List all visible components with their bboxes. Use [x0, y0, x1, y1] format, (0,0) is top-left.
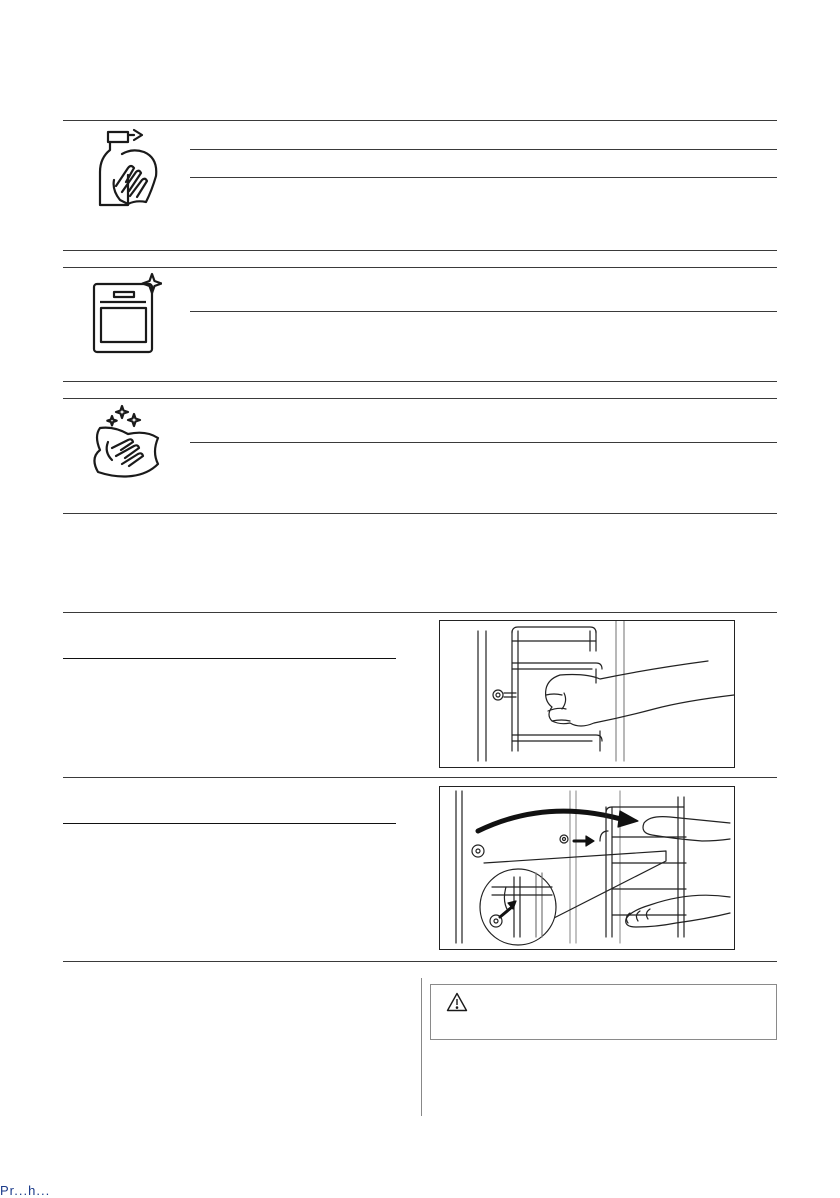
table-rule: [190, 442, 777, 443]
table-rule: [63, 513, 777, 514]
oven-sparkle-icon: [92, 272, 162, 356]
spray-and-cloth-icon: [92, 126, 162, 210]
shelf-support-removal-figure: [439, 620, 735, 768]
section-rule: [63, 777, 777, 778]
cloth-sparkle-icon: [82, 404, 166, 482]
cropped-footer-text: Pr...h...: [0, 1183, 51, 1198]
section-rule: [63, 612, 777, 613]
step-underline: [63, 658, 396, 659]
warning-box: [430, 984, 777, 1040]
table-rule: [190, 177, 777, 178]
table-rule: [63, 267, 777, 268]
table-rule: [63, 398, 777, 399]
warning-triangle-icon: [446, 992, 468, 1012]
table-rule: [63, 120, 777, 121]
column-divider: [421, 978, 422, 1116]
table-rule: [190, 149, 777, 150]
table-rule: [63, 250, 777, 251]
table-rule: [190, 311, 777, 312]
table-rule: [63, 381, 777, 382]
shelf-support-install-figure: [439, 786, 735, 950]
section-rule: [63, 961, 777, 962]
step-underline: [63, 823, 396, 824]
